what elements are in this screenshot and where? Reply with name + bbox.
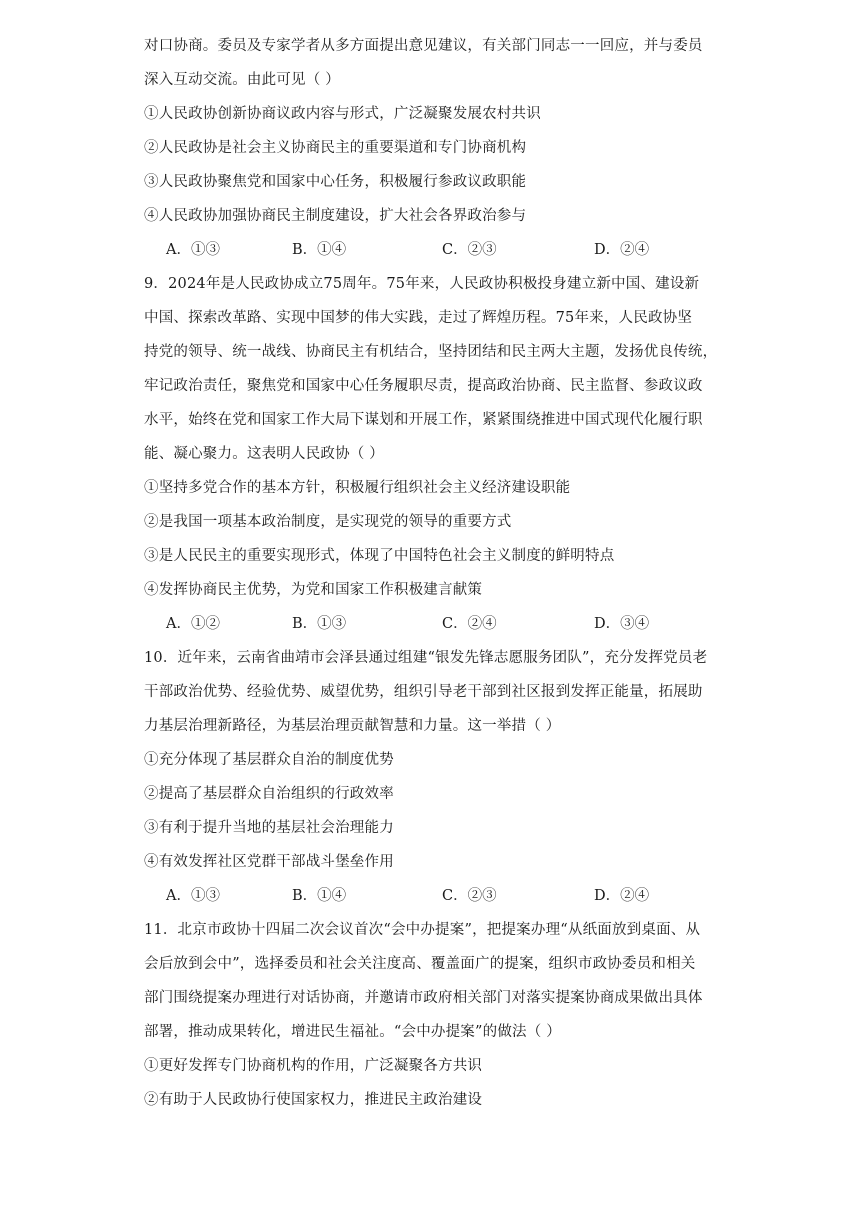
q8-option-d: D．②④: [594, 242, 650, 258]
q11-text-line: 部门围绕提案办理进行对话协商，并邀请市政府相关部门对落实提案协商成果做出具体: [144, 990, 703, 1006]
q8-statement-4: ④人民政协加强协商民主制度建设，扩大社会各界政治参与: [144, 208, 527, 224]
q10-text-line: 力基层治理新路径，为基层治理贡献智慧和力量。这一举措（ ）: [144, 718, 561, 734]
q10-statement-2: ②提高了基层群众自治组织的行政效率: [144, 786, 394, 802]
q9-statement-1: ①坚持多党合作的基本方针，积极履行组织社会主义经济建设职能: [144, 480, 571, 496]
q9-option-a: A．①②: [166, 616, 220, 632]
q9-options: [144, 614, 724, 634]
q9-statement-4: ④发挥协商民主优势，为党和国家工作积极建言献策: [144, 582, 483, 598]
q8-option-b: B．①④: [292, 242, 347, 258]
q10-option-a: A．①③: [166, 888, 220, 904]
q9-option-c: C．②④: [442, 616, 497, 632]
q10-statement-3: ③有利于提升当地的基层社会治理能力: [144, 820, 394, 836]
q11-statement-1: ①更好发挥专门协商机构的作用，广泛凝聚各方共识: [144, 1058, 483, 1074]
q10-option-c: C．②③: [442, 888, 497, 904]
q9-statement-3: ③是人民民主的重要实现形式，体现了中国特色社会主义制度的鲜明特点: [144, 548, 615, 564]
q10-text-line: 干部政治优势、经验优势、威望优势，组织引导老干部到社区报到发挥正能量，拓展助: [144, 684, 703, 700]
q9-text-line: 中国、探索改革路、实现中国梦的伟大实践，走过了辉煌历程。75年来，人民政协坚: [144, 310, 693, 326]
q8-text-line: 对口协商。委员及专家学者从多方面提出意见建议，有关部门同志一一回应，并与委员: [144, 38, 703, 54]
q8-statement-1: ①人民政协创新协商议政内容与形式，广泛凝聚发展农村共识: [144, 106, 541, 122]
q9-option-b: B．①③: [292, 616, 347, 632]
q8-option-a: A．①③: [166, 242, 220, 258]
q10-statement-1: ①充分体现了基层群众自治的制度优势: [144, 752, 394, 768]
q9-option-d: D．③④: [594, 616, 650, 632]
q11-text-line: 11．北京市政协十四届二次会议首次“会中办提案”，把提案办理“从纸面放到桌面、从: [144, 922, 701, 938]
q8-options: [144, 240, 724, 260]
q9-text-line: 9．2024年是人民政协成立75周年。75年来，人民政协积极投身建立新中国、建设新: [144, 276, 700, 292]
q9-text-line: 牢记政治责任，聚焦党和国家中心任务履职尽责，提高政治协商、民主监督、参政议政: [144, 378, 703, 394]
q10-text-line: 10．近年来，云南省曲靖市会泽县通过组建“银发先锋志愿服务团队”，充分发挥党员老: [144, 650, 708, 666]
q9-text-line: 能、凝心聚力。这表明人民政协（ ）: [144, 446, 385, 462]
q9-statement-2: ②是我国一项基本政治制度，是实现党的领导的重要方式: [144, 514, 512, 530]
q11-statement-2: ②有助于人民政协行使国家权力，推进民主政治建设: [144, 1092, 483, 1108]
q8-text-line: 深入互动交流。由此可见（ ）: [144, 72, 340, 88]
q8-statement-2: ②人民政协是社会主义协商民主的重要渠道和专门协商机构: [144, 140, 527, 156]
q8-statement-3: ③人民政协聚焦党和国家中心任务，积极履行参政议政职能: [144, 174, 527, 190]
q9-text-line: 水平，始终在党和国家工作大局下谋划和开展工作，紧紧围绕推进中国式现代化履行职: [144, 412, 703, 428]
q10-option-d: D．②④: [594, 888, 650, 904]
q10-option-b: B．①④: [292, 888, 347, 904]
q10-statement-4: ④有效发挥社区党群干部战斗堡垒作用: [144, 854, 394, 870]
q10-options: [144, 886, 724, 906]
q11-text-line: 会后放到会中”，选择委员和社会关注度高、覆盖面广的提案，组织市政协委员和相关: [144, 956, 696, 972]
q8-option-c: C．②③: [442, 242, 497, 258]
q11-text-line: 部署，推动成果转化，增进民生福祉。“会中办提案”的做法（ ）: [144, 1024, 561, 1040]
q9-text-line: 持党的领导、统一战线、协商民主有机结合，坚持团结和民主两大主题，发扬优良传统，: [144, 344, 718, 360]
